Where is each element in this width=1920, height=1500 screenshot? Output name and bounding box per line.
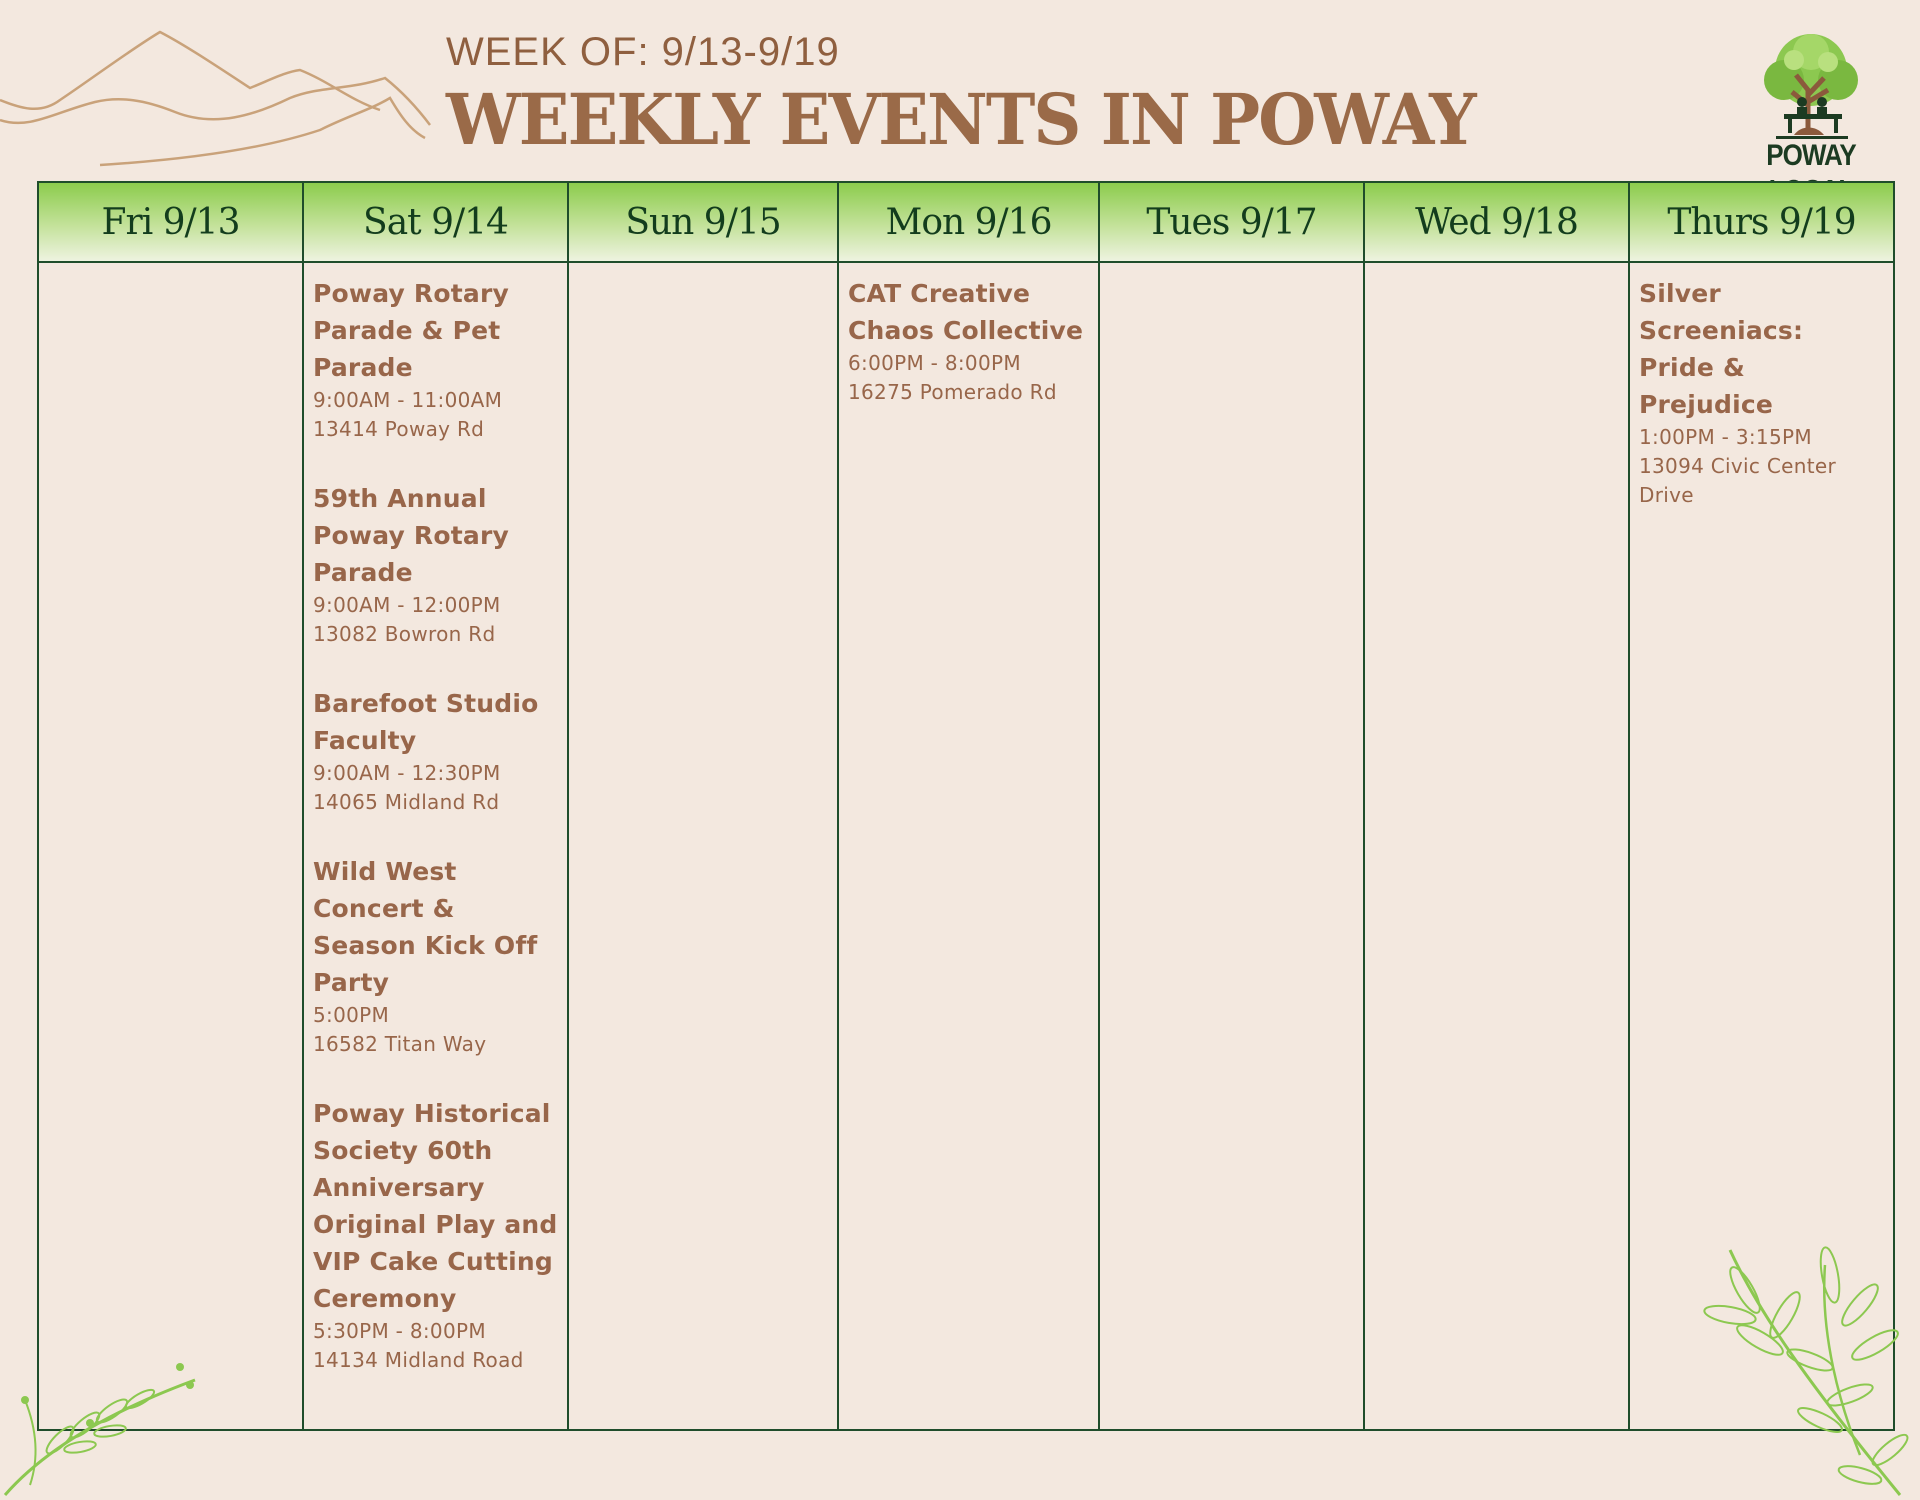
event-title: 59th Annual Poway Rotary Parade	[313, 484, 509, 587]
event	[313, 275, 559, 444]
event-time: 1:00PM - 3:15PM	[1639, 425, 1812, 449]
day-column-wed	[1365, 183, 1630, 1429]
day-header: Wed 9/18	[1365, 183, 1628, 263]
day-body	[39, 263, 302, 1429]
day-body	[839, 263, 1098, 1429]
event-title: Barefoot Studio Faculty	[313, 689, 539, 755]
event	[313, 480, 559, 649]
day-body	[569, 263, 837, 1429]
week-of-label: WEEK OF: 9/13-9/19	[446, 30, 840, 74]
event-location: 13414 Poway Rd	[313, 417, 485, 441]
event-time: 6:00PM - 8:00PM	[848, 351, 1021, 375]
event-title: Poway Historical Society 60th Anniversary Original Play and VIP Cake Cutting Ceremony	[313, 1099, 558, 1313]
event-location: 16582 Titan Way	[313, 1032, 487, 1056]
day-body	[304, 263, 567, 1429]
event-time: 9:00AM - 12:00PM	[313, 593, 501, 617]
event	[848, 275, 1090, 407]
event-title: CAT Creative Chaos Collective	[848, 279, 1084, 345]
day-column-thu	[1630, 183, 1893, 1429]
event-title: Wild West Concert & Season Kick Off Party	[313, 857, 538, 997]
day-header: Tues 9/17	[1100, 183, 1363, 263]
day-header: Sat 9/14	[304, 183, 567, 263]
day-body	[1365, 263, 1628, 1429]
logo-text: POWAY	[1766, 137, 1856, 172]
weekly-calendar	[37, 181, 1895, 1431]
page-title: WEEKLY EVENTS IN POWAY	[446, 78, 1475, 161]
event-location: 13082 Bowron Rd	[313, 622, 496, 646]
day-column-sat	[304, 183, 569, 1429]
event-title: Poway Rotary Parade & Pet Parade	[313, 279, 509, 382]
event-title: Silver Screeniacs: Pride & Prejudice	[1639, 279, 1804, 419]
day-header: Thurs 9/19	[1630, 183, 1893, 263]
leaf-sprig-icon	[0, 1355, 210, 1500]
day-header: Sun 9/15	[569, 183, 837, 263]
day-header: Mon 9/16	[839, 183, 1098, 263]
event-time: 5:30PM - 8:00PM	[313, 1319, 486, 1343]
day-body	[1100, 263, 1363, 1429]
event	[1639, 275, 1885, 510]
event	[313, 685, 559, 817]
event	[313, 853, 559, 1059]
day-column-sun	[569, 183, 839, 1429]
event-location: 14065 Midland Rd	[313, 790, 500, 814]
event-location: 14134 Midland Road	[313, 1348, 524, 1372]
event-time: 5:00PM	[313, 1003, 390, 1027]
day-column-tue	[1100, 183, 1365, 1429]
leaf-sprig-icon	[1700, 1245, 1920, 1500]
event-time: 9:00AM - 12:30PM	[313, 761, 501, 785]
tree-bench-logo-icon	[1736, 30, 1886, 142]
event-location: 13094 Civic Center Drive	[1639, 454, 1836, 507]
day-column-mon	[839, 183, 1100, 1429]
day-header: Fri 9/13	[39, 183, 302, 263]
event-location: 16275 Pomerado Rd	[848, 380, 1057, 404]
mountains-icon	[0, 20, 440, 170]
poway-local-logo	[1736, 30, 1886, 178]
event	[313, 1095, 559, 1375]
day-column-fri	[39, 183, 304, 1429]
event-time: 9:00AM - 11:00AM	[313, 388, 503, 412]
